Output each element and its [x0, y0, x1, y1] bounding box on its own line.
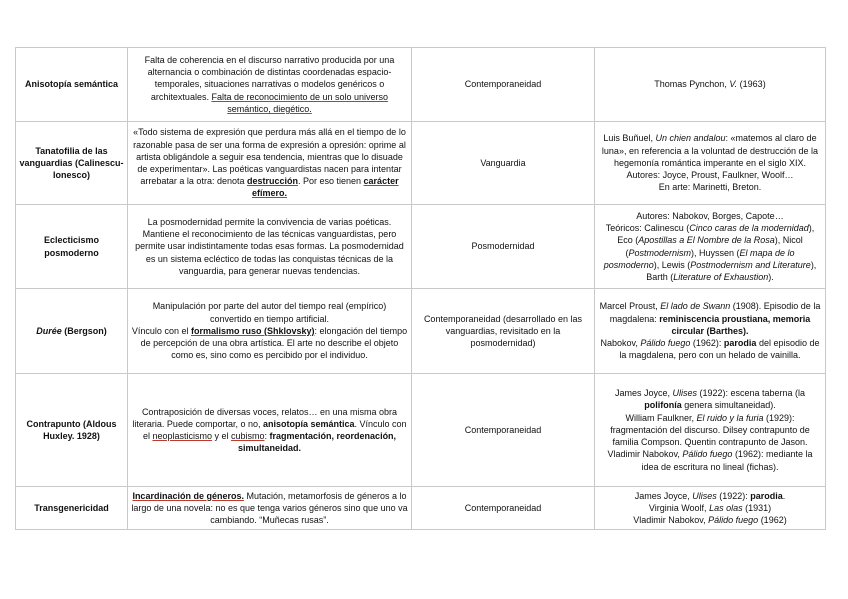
period-cell: Contemporaneidad (desarrollado en las vanguardias, revisitado en la posmodernidad): [412, 289, 595, 374]
table-row: [16, 48, 826, 122]
table-row: [16, 122, 826, 205]
table-row: [16, 374, 826, 487]
description-cell: Contraposición de diversas voces, relatos… en una misma obra literaria. Puede comportar, o no, anisotopía semántica. Vínculo con el neoplasticismo y el cubismo: fragmentación, reordenación, simultaneidad.: [128, 374, 412, 487]
concept-cell: Transgenericidad: [16, 487, 128, 530]
examples-cell: Thomas Pynchon, V. (1963): [595, 48, 826, 122]
description-cell: Manipulación por parte del autor del tiempo real (empírico) convertido en tiempo artificial. Vínculo con el formalismo ruso (Shklovsky): elongación del tiempo de percepción de una obra artística. El arte no describe el objeto como es, sino como es percibido por el individuo.: [128, 289, 412, 374]
period-cell: Posmodernidad: [412, 205, 595, 289]
examples-cell: James Joyce, Ulises (1922): parodia. Virginia Woolf, Las olas (1931) Vladimir Nabokov, Pálido fuego (1962): [595, 487, 826, 530]
concept-cell: Durée (Bergson): [16, 289, 128, 374]
concept-cell: Anisotopía semántica: [16, 48, 128, 122]
table-row: [16, 205, 826, 289]
examples-cell: Autores: Nabokov, Borges, Capote… Teóricos: Calinescu (Cinco caras de la modernidad), Eco (Apostillas a El Nombre de la Rosa), Nicol (Postmodernism), Huyssen (El mapa de lo posmoderno), Lewis (Postmodernism and Literature), Barth (Literature of Exhaustion).: [595, 205, 826, 289]
table-row: [16, 289, 826, 374]
examples-cell: Marcel Proust, El lado de Swann (1908). Episodio de la magdalena: reminiscencia proustiana, memoria circular (Barthes). Nabokov, Pálido fuego (1962): parodia del episodio de la magdalena, pero con un helado de vainilla.: [595, 289, 826, 374]
description-cell: «Todo sistema de expresión que perdura más allá en el tiempo de lo razonable pasa de ser una forma de expresión a opresión: oprime al artista obligándole a seguir esa tendencia, mientras que lo disuade de experimentar». Las poéticas vanguardistas nacen para intentar arrebatar a la otra: denota destrucción. Por eso tienen carácter efímero.: [128, 122, 412, 205]
period-cell: Contemporaneidad: [412, 48, 595, 122]
concept-cell: Eclecticismo posmoderno: [16, 205, 128, 289]
description-cell: La posmodernidad permite la convivencia de varias poéticas. Mantiene el reconocimiento de las técnicas vanguardistas, pero permite usar indistintamente todas esas formas. La posmodernidad es un sistema ecléctico de todas las conquistas técnicas de la vanguardia, para generar nuevas tendencias.: [128, 205, 412, 289]
period-cell: Contemporaneidad: [412, 374, 595, 487]
description-cell: Falta de coherencia en el discurso narrativo producida por una alternancia o combinación de distintas coordenadas espacio-temporales, situaciones narrativas o modelos genéricos o architextuales. Falta de reconocimiento de un solo universo semántico, diegético.: [128, 48, 412, 122]
examples-cell: Luis Buñuel, Un chien andalou: «matemos al claro de luna», en referencia a la voluntad de destrucción de la hegemonía romántica imperante en el siglo XIX. Autores: Joyce, Proust, Faulkner, Woolf… En arte: Marinetti, Breton.: [595, 122, 826, 205]
period-cell: Contemporaneidad: [412, 487, 595, 530]
description-cell: Incardinación de géneros. Mutación, metamorfosis de géneros a lo largo de una novela: no es que tenga varios géneros sino que uno va cambiando. “Muñecas rusas”.: [128, 487, 412, 530]
concepts-table: [15, 47, 826, 530]
examples-cell: James Joyce, Ulises (1922): escena taberna (la polifonía genera simultaneidad). William Faulkner, El ruido y la furia (1929): fragmentación del discurso. Dilsey contrapunto de familia Compson. Quentin contrapunto de Jason. Vladimir Nabokov, Pálido fuego (1962): mediante la idea de escritura no lineal (fichas).: [595, 374, 826, 487]
concept-cell: Contrapunto (Aldous Huxley. 1928): [16, 374, 128, 487]
concept-cell: Tanatofilia de las vanguardias (Calinescu-Ionesco): [16, 122, 128, 205]
table-row: [16, 487, 826, 530]
period-cell: Vanguardia: [412, 122, 595, 205]
